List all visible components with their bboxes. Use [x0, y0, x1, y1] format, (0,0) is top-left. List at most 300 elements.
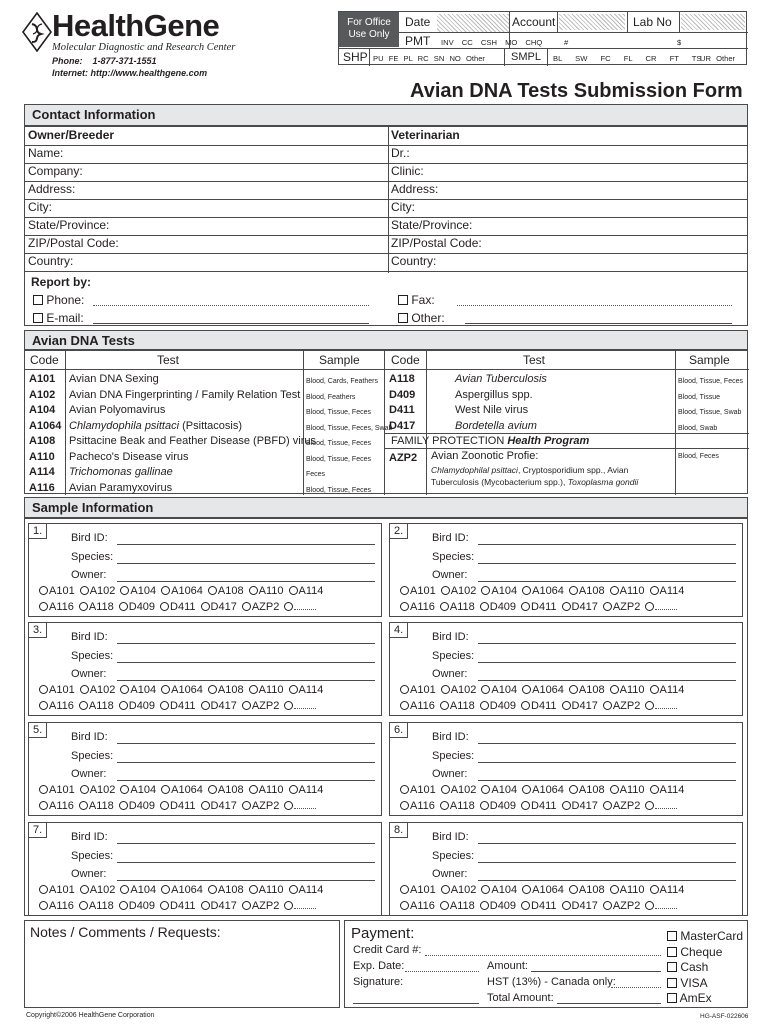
test-option[interactable]: D411: [160, 601, 195, 613]
test-option[interactable]: A114: [650, 784, 685, 796]
vet-field[interactable]: City:: [391, 200, 415, 214]
radio-icon[interactable]: [440, 801, 449, 810]
radio-icon[interactable]: [161, 785, 170, 794]
test-option-other[interactable]: [284, 700, 316, 712]
test-option[interactable]: AZP2: [242, 800, 280, 812]
radio-icon[interactable]: [208, 885, 217, 894]
report-email[interactable]: E-mail:: [33, 311, 84, 325]
test-option[interactable]: A114: [289, 784, 324, 796]
radio-icon[interactable]: [160, 701, 169, 710]
radio-icon[interactable]: [522, 785, 531, 794]
sample-bird-id-field[interactable]: [117, 544, 375, 545]
report-by-label: Report by:: [31, 275, 91, 289]
test-option[interactable]: A102: [80, 784, 116, 796]
radio-icon[interactable]: [161, 685, 170, 694]
radio-icon[interactable]: [119, 701, 128, 710]
radio-icon[interactable]: [650, 685, 659, 694]
radio-icon[interactable]: [39, 801, 48, 810]
radio-icon[interactable]: [521, 901, 530, 910]
radio-icon[interactable]: [39, 785, 48, 794]
test-row: [385, 418, 749, 434]
test-option[interactable]: A118: [440, 900, 475, 912]
test-option[interactable]: D411: [521, 900, 556, 912]
radio-icon[interactable]: [249, 685, 258, 694]
radio-icon[interactable]: [650, 785, 659, 794]
test-option[interactable]: A104: [481, 784, 517, 796]
radio-icon[interactable]: [79, 602, 88, 611]
test-option[interactable]: A118: [79, 800, 114, 812]
test-option[interactable]: A116: [400, 700, 435, 712]
test-option[interactable]: A110: [610, 784, 645, 796]
radio-icon[interactable]: [400, 602, 409, 611]
test-option[interactable]: A108: [569, 684, 605, 696]
radio-icon[interactable]: [400, 885, 409, 894]
radio-icon[interactable]: [481, 586, 490, 595]
other-checkbox[interactable]: [398, 313, 408, 323]
test-option[interactable]: A114: [289, 884, 324, 896]
test-option[interactable]: D417: [562, 700, 598, 712]
test-option[interactable]: A102: [80, 585, 116, 597]
test-option[interactable]: D411: [160, 800, 195, 812]
test-option[interactable]: D417: [201, 700, 237, 712]
test-option[interactable]: A110: [610, 884, 645, 896]
test-option[interactable]: A1064: [522, 684, 564, 696]
radio-icon[interactable]: [480, 602, 489, 611]
radio-icon[interactable]: [562, 801, 571, 810]
test-option[interactable]: A110: [610, 585, 645, 597]
test-option[interactable]: A1064: [522, 884, 564, 896]
radio-icon[interactable]: [249, 586, 258, 595]
test-option[interactable]: A118: [440, 700, 475, 712]
test-option[interactable]: A104: [120, 585, 156, 597]
test-option[interactable]: D409: [119, 800, 155, 812]
test-option[interactable]: A1064: [522, 784, 564, 796]
test-option[interactable]: A114: [650, 585, 685, 597]
radio-icon[interactable]: [522, 885, 531, 894]
sample-bird-id-field[interactable]: [478, 643, 736, 644]
test-option[interactable]: D409: [119, 601, 155, 613]
radio-icon[interactable]: [603, 801, 612, 810]
radio-icon[interactable]: [242, 602, 251, 611]
radio-icon[interactable]: [481, 885, 490, 894]
pay-codes: INV CC CSH MO CHQ: [441, 38, 543, 47]
radio-icon[interactable]: [440, 701, 449, 710]
test-option[interactable]: A102: [441, 884, 477, 896]
test-name: Avian DNA Fingerprinting / Family Relation Test: [69, 388, 301, 401]
test-options: [400, 585, 689, 597]
radio-icon[interactable]: [161, 586, 170, 595]
test-option[interactable]: A101: [400, 684, 436, 696]
test-option[interactable]: A116: [400, 601, 435, 613]
test-option[interactable]: D417: [562, 601, 598, 613]
radio-icon[interactable]: [39, 602, 48, 611]
test-option[interactable]: D411: [160, 700, 195, 712]
checkbox-icon[interactable]: [667, 947, 677, 957]
radio-icon[interactable]: [249, 885, 258, 894]
radio-icon[interactable]: [289, 885, 298, 894]
report-other[interactable]: Other:: [398, 311, 445, 325]
test-option[interactable]: A101: [39, 884, 75, 896]
owner-field[interactable]: Address:: [28, 182, 76, 196]
radio-icon[interactable]: [284, 801, 293, 810]
test-option[interactable]: A116: [39, 601, 74, 613]
test-option[interactable]: A102: [80, 684, 116, 696]
test-option[interactable]: A102: [441, 684, 477, 696]
test-option[interactable]: A104: [481, 884, 517, 896]
test-option[interactable]: D409: [480, 700, 516, 712]
test-option[interactable]: D417: [562, 800, 598, 812]
radio-icon[interactable]: [645, 901, 654, 910]
test-option[interactable]: A114: [650, 684, 685, 696]
radio-icon[interactable]: [650, 586, 659, 595]
test-option[interactable]: A102: [80, 884, 116, 896]
test-option-other[interactable]: [645, 900, 677, 912]
sample-number: 1.: [28, 523, 47, 539]
radio-icon[interactable]: [79, 701, 88, 710]
test-option[interactable]: A118: [440, 601, 475, 613]
report-fax[interactable]: Fax:: [398, 293, 435, 307]
radio-icon[interactable]: [522, 685, 531, 694]
test-option[interactable]: D417: [562, 900, 598, 912]
vet-field[interactable]: Country:: [391, 254, 437, 268]
sample-bird-id-field[interactable]: [117, 843, 375, 844]
test-option[interactable]: A104: [120, 784, 156, 796]
radio-icon[interactable]: [208, 586, 217, 595]
payment-method[interactable]: AmEx: [667, 991, 712, 1005]
test-option[interactable]: D411: [521, 700, 556, 712]
test-option[interactable]: D409: [480, 900, 516, 912]
test-option[interactable]: A101: [39, 784, 75, 796]
radio-icon[interactable]: [120, 785, 129, 794]
radio-icon[interactable]: [242, 901, 251, 910]
test-option-other[interactable]: [645, 700, 677, 712]
test-option[interactable]: A104: [120, 884, 156, 896]
test-option[interactable]: AZP2: [603, 601, 641, 613]
sample-bird-id-field[interactable]: [117, 743, 375, 744]
radio-icon[interactable]: [400, 801, 409, 810]
amount-field[interactable]: [531, 971, 661, 972]
radio-icon[interactable]: [284, 701, 293, 710]
radio-icon[interactable]: [119, 801, 128, 810]
radio-icon[interactable]: [39, 885, 48, 894]
test-option[interactable]: A116: [39, 900, 74, 912]
sample-owner-field[interactable]: [117, 581, 375, 582]
test-option[interactable]: A114: [289, 585, 324, 597]
radio-icon[interactable]: [289, 785, 298, 794]
owner-field[interactable]: Company:: [28, 164, 83, 178]
radio-icon[interactable]: [569, 685, 578, 694]
test-option-other[interactable]: [645, 601, 677, 613]
radio-icon[interactable]: [569, 785, 578, 794]
sample-owner-field[interactable]: [117, 880, 375, 881]
test-option[interactable]: AZP2: [603, 700, 641, 712]
vet-field[interactable]: Address:: [391, 182, 439, 196]
radio-icon[interactable]: [39, 901, 48, 910]
radio-icon[interactable]: [39, 701, 48, 710]
test-option[interactable]: A108: [208, 884, 244, 896]
owner-field[interactable]: State/Province:: [28, 218, 110, 232]
owner-field[interactable]: City:: [28, 200, 52, 214]
radio-icon[interactable]: [400, 586, 409, 595]
test-name: Trichomonas gallinae: [69, 466, 173, 478]
sample-bird-id-field[interactable]: [478, 743, 736, 744]
radio-icon[interactable]: [441, 586, 450, 595]
vet-field[interactable]: State/Province:: [391, 218, 473, 232]
sample-bird-id-field[interactable]: [478, 544, 736, 545]
total-field[interactable]: [557, 1003, 661, 1004]
sample-species-field[interactable]: [478, 563, 736, 564]
sample-species-field[interactable]: [478, 662, 736, 663]
radio-icon[interactable]: [284, 901, 293, 910]
radio-icon[interactable]: [400, 785, 409, 794]
test-options: [400, 601, 677, 613]
test-option[interactable]: D417: [201, 900, 237, 912]
radio-icon[interactable]: [480, 801, 489, 810]
test-option[interactable]: D411: [521, 601, 556, 613]
payment-method[interactable]: MasterCard: [667, 929, 743, 943]
hst-field[interactable]: [611, 987, 661, 988]
test-option[interactable]: A118: [79, 700, 114, 712]
notes-box[interactable]: [24, 920, 340, 1008]
test-option[interactable]: A1064: [161, 784, 203, 796]
test-option[interactable]: AZP2: [242, 601, 280, 613]
test-option-other[interactable]: [284, 800, 316, 812]
sample-owner-field[interactable]: [478, 780, 736, 781]
radio-icon[interactable]: [441, 885, 450, 894]
signature-field[interactable]: [353, 1003, 479, 1004]
radio-icon[interactable]: [522, 586, 531, 595]
test-option[interactable]: A116: [39, 700, 74, 712]
test-option[interactable]: A110: [610, 684, 645, 696]
radio-icon[interactable]: [603, 701, 612, 710]
test-option[interactable]: A101: [39, 585, 75, 597]
test-option-other[interactable]: [284, 601, 316, 613]
radio-icon[interactable]: [249, 785, 258, 794]
vet-field[interactable]: Dr.:: [391, 146, 410, 160]
radio-icon[interactable]: [645, 701, 654, 710]
test-option[interactable]: A118: [79, 601, 114, 613]
test-option[interactable]: A102: [441, 585, 477, 597]
test-option[interactable]: A118: [79, 900, 114, 912]
sample-owner-field[interactable]: [117, 680, 375, 681]
sample-species-field[interactable]: [478, 862, 736, 863]
exp-date-field[interactable]: [405, 971, 479, 972]
sample-bird-id-field[interactable]: [117, 643, 375, 644]
test-option[interactable]: A114: [289, 684, 324, 696]
radio-icon[interactable]: [208, 785, 217, 794]
radio-icon[interactable]: [39, 586, 48, 595]
test-option[interactable]: A108: [569, 884, 605, 896]
radio-icon[interactable]: [610, 885, 619, 894]
test-option[interactable]: A101: [400, 784, 436, 796]
test-option[interactable]: A114: [650, 884, 685, 896]
checkbox-icon[interactable]: [667, 931, 677, 941]
owner-field[interactable]: ZIP/Postal Code:: [28, 236, 119, 250]
office-label: For Office Use Only: [339, 12, 399, 47]
test-option-other[interactable]: [284, 900, 316, 912]
radio-icon[interactable]: [242, 701, 251, 710]
owner-field[interactable]: Name:: [28, 146, 64, 160]
radio-icon[interactable]: [441, 785, 450, 794]
test-option[interactable]: AZP2: [242, 900, 280, 912]
test-option[interactable]: A104: [481, 684, 517, 696]
radio-icon[interactable]: [161, 885, 170, 894]
radio-icon[interactable]: [569, 586, 578, 595]
test-option[interactable]: A1064: [161, 684, 203, 696]
credit-card-field[interactable]: [425, 955, 661, 956]
test-option[interactable]: A104: [481, 585, 517, 597]
sample-species-field[interactable]: [117, 762, 375, 763]
radio-icon[interactable]: [120, 885, 129, 894]
radio-icon[interactable]: [160, 602, 169, 611]
radio-icon[interactable]: [39, 685, 48, 694]
payment-method[interactable]: Cash: [667, 960, 708, 974]
radio-icon[interactable]: [201, 801, 210, 810]
radio-icon[interactable]: [119, 901, 128, 910]
test-option[interactable]: AZP2: [603, 800, 641, 812]
radio-icon[interactable]: [521, 801, 530, 810]
radio-icon[interactable]: [242, 801, 251, 810]
sample-owner-field[interactable]: [478, 680, 736, 681]
test-option[interactable]: A108: [208, 684, 244, 696]
test-sample: Blood, Tissue, Swab: [678, 409, 742, 416]
radio-icon[interactable]: [160, 901, 169, 910]
radio-icon[interactable]: [400, 685, 409, 694]
fax-checkbox[interactable]: [398, 295, 408, 305]
sample-species-field[interactable]: [117, 563, 375, 564]
payment-method[interactable]: VISA: [667, 976, 708, 990]
radio-icon[interactable]: [521, 602, 530, 611]
radio-icon[interactable]: [80, 685, 89, 694]
radio-icon[interactable]: [160, 801, 169, 810]
test-option[interactable]: A118: [440, 800, 475, 812]
vet-field[interactable]: Clinic:: [391, 164, 424, 178]
radio-icon[interactable]: [645, 602, 654, 611]
test-option[interactable]: A101: [400, 884, 436, 896]
test-option[interactable]: AZP2: [603, 900, 641, 912]
radio-icon[interactable]: [208, 685, 217, 694]
sample-species-field[interactable]: [478, 762, 736, 763]
radio-icon[interactable]: [481, 785, 490, 794]
radio-icon[interactable]: [481, 685, 490, 694]
radio-icon[interactable]: [610, 586, 619, 595]
radio-icon[interactable]: [603, 602, 612, 611]
test-option[interactable]: D409: [119, 900, 155, 912]
sample-owner-field[interactable]: [478, 880, 736, 881]
radio-icon[interactable]: [289, 586, 298, 595]
radio-icon[interactable]: [603, 901, 612, 910]
test-option[interactable]: A101: [400, 585, 436, 597]
test-option-other[interactable]: [645, 800, 677, 812]
phone-checkbox[interactable]: [33, 295, 43, 305]
vet-field[interactable]: ZIP/Postal Code:: [391, 236, 482, 250]
radio-icon[interactable]: [120, 685, 129, 694]
radio-icon[interactable]: [562, 701, 571, 710]
radio-icon[interactable]: [645, 801, 654, 810]
radio-icon[interactable]: [120, 586, 129, 595]
test-option[interactable]: A116: [39, 800, 74, 812]
radio-icon[interactable]: [201, 701, 210, 710]
radio-icon[interactable]: [79, 901, 88, 910]
radio-icon[interactable]: [80, 586, 89, 595]
radio-icon[interactable]: [441, 685, 450, 694]
radio-icon[interactable]: [79, 801, 88, 810]
test-sample: Blood, Tissue, Feces: [678, 378, 743, 385]
radio-icon[interactable]: [569, 885, 578, 894]
test-option[interactable]: A108: [569, 784, 605, 796]
test-option[interactable]: A108: [208, 585, 244, 597]
test-option[interactable]: A108: [208, 784, 244, 796]
test-option[interactable]: A116: [400, 900, 435, 912]
test-option[interactable]: A104: [120, 684, 156, 696]
radio-icon[interactable]: [650, 885, 659, 894]
sample-owner-field[interactable]: [478, 581, 736, 582]
test-option[interactable]: A116: [400, 800, 435, 812]
test-option[interactable]: A110: [249, 684, 284, 696]
test-option[interactable]: A110: [249, 784, 284, 796]
radio-icon[interactable]: [562, 901, 571, 910]
sample-species-field[interactable]: [117, 662, 375, 663]
email-checkbox[interactable]: [33, 313, 43, 323]
test-option[interactable]: D417: [201, 601, 237, 613]
radio-icon[interactable]: [201, 602, 210, 611]
checkbox-icon[interactable]: [667, 962, 677, 972]
radio-icon[interactable]: [440, 602, 449, 611]
radio-icon[interactable]: [80, 785, 89, 794]
test-option[interactable]: A1064: [522, 585, 564, 597]
radio-icon[interactable]: [201, 901, 210, 910]
test-option[interactable]: AZP2: [242, 700, 280, 712]
test-option[interactable]: A110: [249, 884, 284, 896]
test-option[interactable]: A1064: [161, 884, 203, 896]
radio-icon[interactable]: [480, 701, 489, 710]
radio-icon[interactable]: [284, 602, 293, 611]
radio-icon[interactable]: [562, 602, 571, 611]
test-option[interactable]: A102: [441, 784, 477, 796]
test-option[interactable]: D409: [480, 800, 516, 812]
checkbox-icon[interactable]: [667, 993, 677, 1003]
test-option[interactable]: D417: [201, 800, 237, 812]
radio-icon[interactable]: [440, 901, 449, 910]
test-option[interactable]: D409: [480, 601, 516, 613]
sample-bird-id-field[interactable]: [478, 843, 736, 844]
radio-icon[interactable]: [521, 701, 530, 710]
radio-icon[interactable]: [80, 885, 89, 894]
pmt-label: PMT: [405, 34, 431, 48]
sample-owner-field[interactable]: [117, 780, 375, 781]
radio-icon[interactable]: [289, 685, 298, 694]
radio-icon[interactable]: [610, 785, 619, 794]
test-option[interactable]: A1064: [161, 585, 203, 597]
sample-species-field[interactable]: [117, 862, 375, 863]
test-option[interactable]: D409: [119, 700, 155, 712]
radio-icon[interactable]: [610, 685, 619, 694]
report-phone[interactable]: Phone:: [33, 293, 84, 307]
radio-icon[interactable]: [400, 901, 409, 910]
radio-icon[interactable]: [119, 602, 128, 611]
radio-icon[interactable]: [400, 701, 409, 710]
test-option[interactable]: A108: [569, 585, 605, 597]
test-name: West Nile virus: [455, 404, 529, 416]
checkbox-icon[interactable]: [667, 978, 677, 988]
owner-field[interactable]: Country:: [28, 254, 74, 268]
test-option[interactable]: A101: [39, 684, 75, 696]
payment-method[interactable]: Cheque: [667, 945, 722, 959]
radio-icon[interactable]: [480, 901, 489, 910]
test-option[interactable]: A110: [249, 585, 284, 597]
test-option[interactable]: D411: [521, 800, 556, 812]
test-option[interactable]: D411: [160, 900, 195, 912]
